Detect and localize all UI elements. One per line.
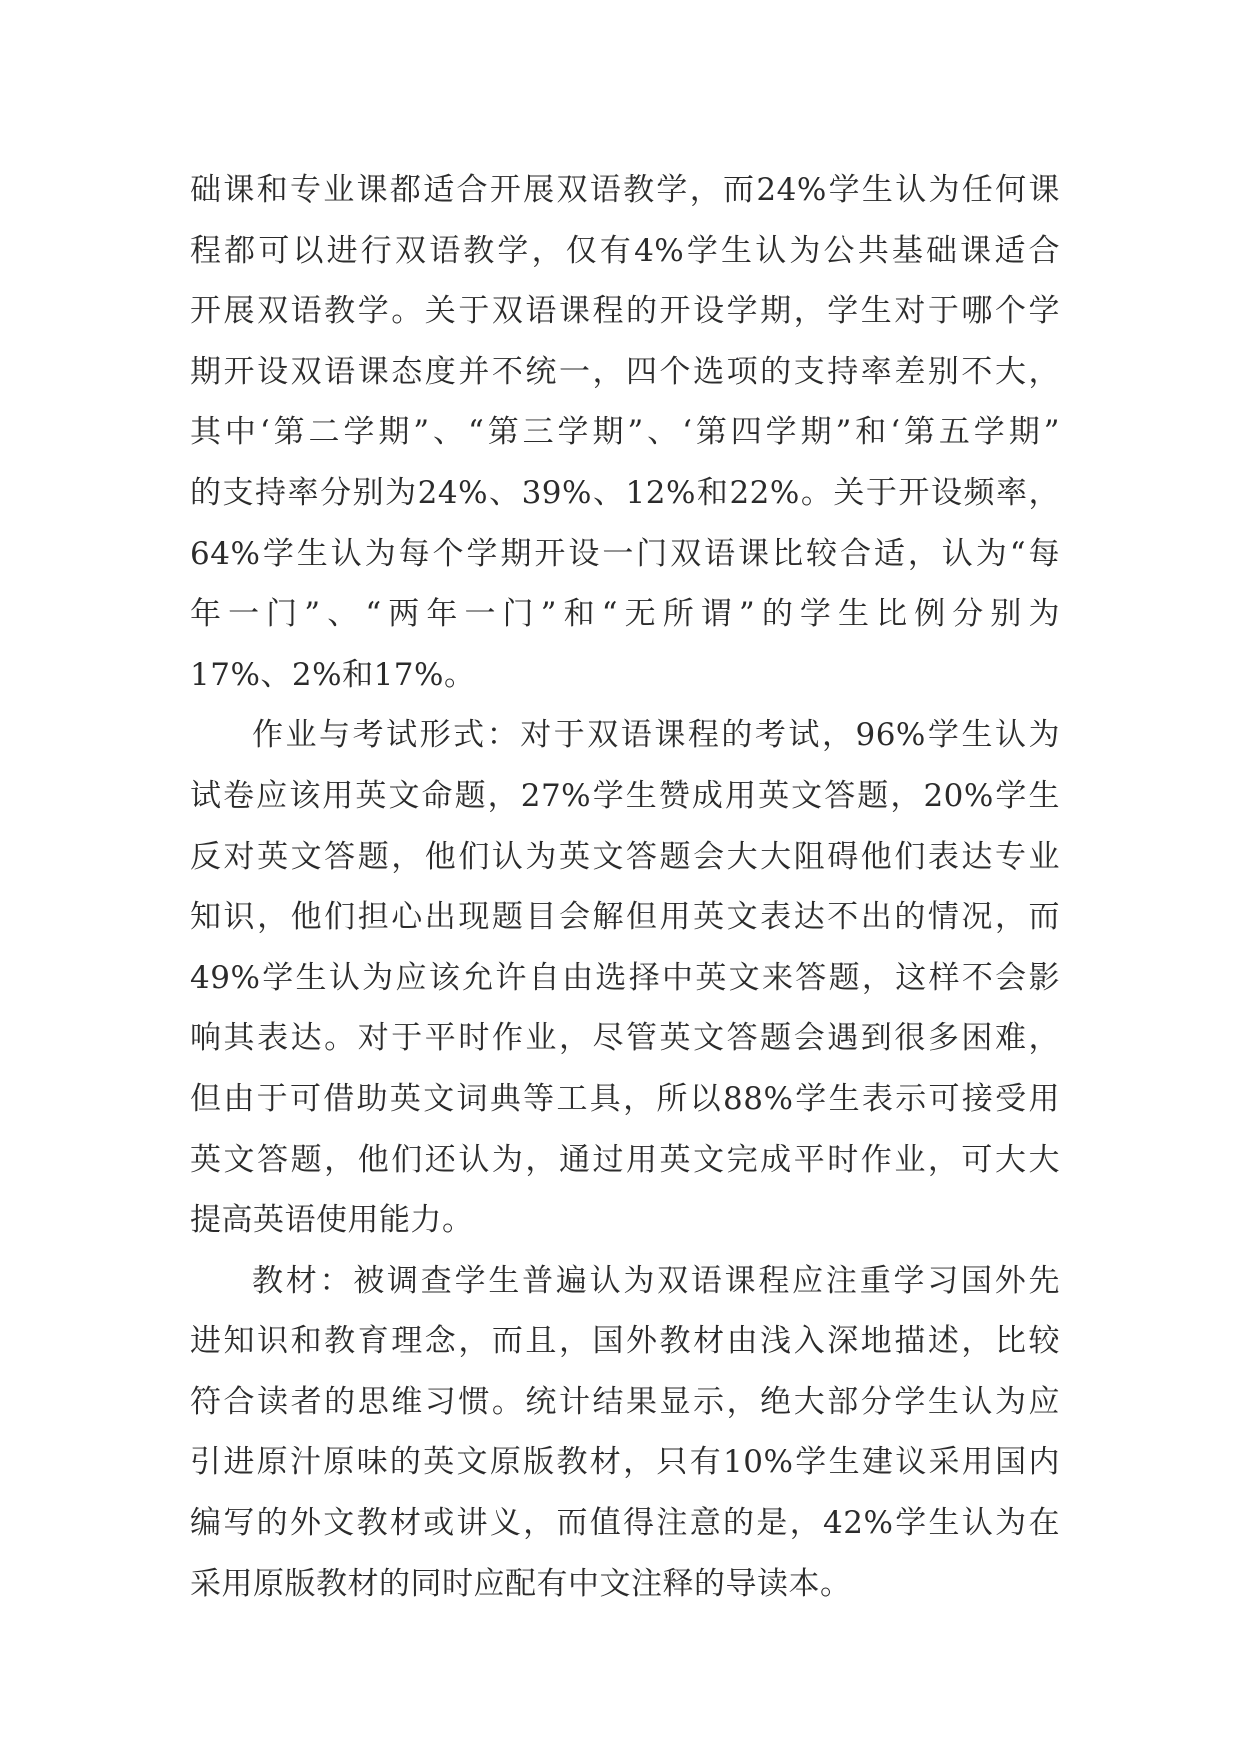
text-line: 64%学生认为每个学期开设一门双语课比较合适，认为“每 (190, 535, 1060, 572)
text-line: 开展双语教学。关于双语课程的开设学期，学生对于哪个学 (190, 293, 1060, 330)
text-line: 年一门”、“两年一门”和“无所谓”的学生比例分别为 (190, 596, 1060, 633)
text-line: 符合读者的思维习惯。统计结果显示，绝大部分学生认为应 (190, 1383, 1060, 1420)
text-line: 编写的外文教材或讲义，而值得注意的是，42%学生认为在 (190, 1505, 1060, 1542)
text-line: 试卷应该用英文命题，27%学生赞成用英文答题，20%学生 (190, 777, 1060, 814)
text-line: 础课和专业课都适合开展双语教学，而24%学生认为任何课 (190, 172, 1060, 208)
text-line: 引进原汁原味的英文原版教材，只有10%学生建议采用国内 (190, 1444, 1060, 1481)
paragraph-textbooks (190, 1251, 1060, 1615)
text-line: 提高英语使用能力。 (190, 1202, 474, 1239)
text-line: 程都可以进行双语教学，仅有4%学生认为公共基础课适合 (190, 232, 1060, 269)
text-line: 采用原版教材的同时应配有中文注释的导读本。 (190, 1565, 852, 1602)
body-text (190, 160, 1060, 1614)
text-line: 反对英文答题，他们认为英文答题会大大阻碍他们表达专业 (190, 838, 1060, 875)
text-line: 但由于可借助英文词典等工具，所以88%学生表示可接受用 (190, 1080, 1060, 1117)
text-line: 英文答题，他们还认为，通过用英文完成平时作业，可大大 (190, 1141, 1060, 1178)
paragraph-course-scheduling (190, 160, 1060, 705)
text-line: 49%学生认为应该允许自由选择中英文来答题，这样不会影 (190, 959, 1060, 996)
text-line: 的支持率分别为24%、39%、12%和22%。关于开设频率， (190, 474, 1060, 511)
text-line: 17%、2%和17%。 (190, 656, 476, 693)
text-line: 响其表达。对于平时作业，尽管英文答题会遇到很多困难， (190, 1020, 1060, 1057)
text-line: 进知识和教育理念，而且，国外教材由浅入深地描述，比较 (190, 1323, 1060, 1360)
text-line: 期开设双语课态度并不统一，四个选项的支持率差别不大， (190, 353, 1060, 390)
text-line: 作业与考试形式：对于双语课程的考试，96%学生认为 (252, 717, 1060, 754)
text-line: 教材：被调查学生普遍认为双语课程应注重学习国外先 (252, 1262, 1060, 1299)
text-line: 知识，他们担心出现题目会解但用英文表达不出的情况，而 (190, 899, 1060, 936)
paragraph-homework-exams (190, 705, 1060, 1250)
text-line: 其中‘第二学期”、“第三学期”、‘第四学期”和‘第五学期” (190, 414, 1060, 451)
